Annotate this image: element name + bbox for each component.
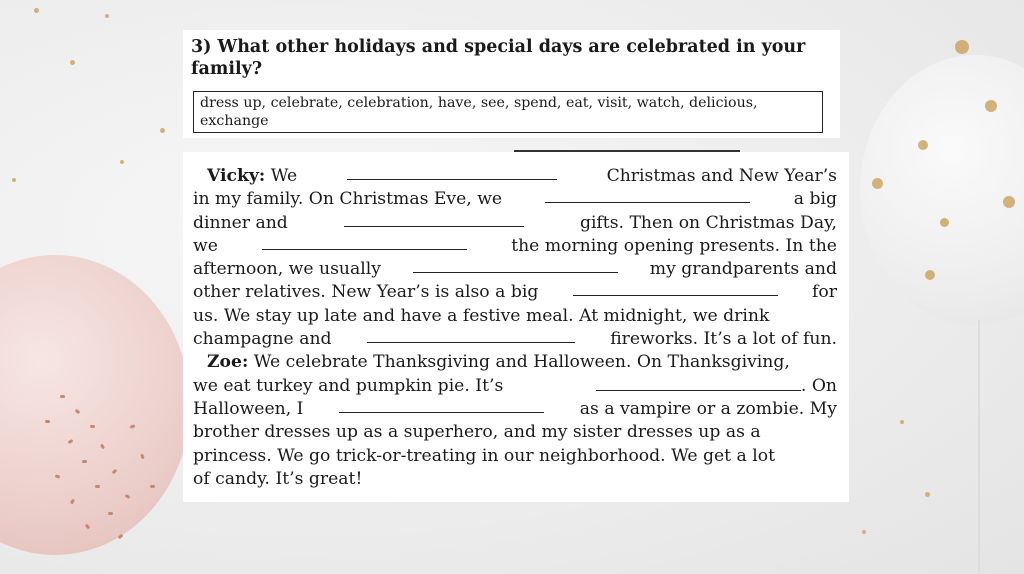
speaker-label: Zoe: xyxy=(207,352,249,373)
passage-line: other relatives. New Year’s is also a big for xyxy=(193,282,837,303)
answer-blank xyxy=(339,398,544,413)
passage-panel xyxy=(183,152,849,502)
answer-blank xyxy=(413,258,618,273)
pink-balloon-decoration xyxy=(0,255,190,555)
answer-blank xyxy=(347,165,557,180)
passage-line: we the morning opening presents. In the xyxy=(193,235,837,256)
passage xyxy=(193,165,837,491)
passage-line: Zoe: We celebrate Thanksgiving and Halloween. On Thanksgiving, xyxy=(207,352,790,373)
passage-line: champagne and fireworks. It’s a lot of fun. xyxy=(193,329,837,350)
question-heading: 3) What other holidays and special days are celebrated in your family? xyxy=(191,37,806,79)
passage-line: brother dresses up as a superhero, and my sister dresses up as a xyxy=(193,422,761,443)
speaker-label: Vicky: xyxy=(207,166,266,186)
answer-blank xyxy=(262,235,467,250)
passage-line: princess. We go trick-or-treating in our neighborhood. We get a lot xyxy=(193,445,775,466)
answer-blank xyxy=(545,188,750,203)
passage-line: we eat turkey and pumpkin pie. It’s . On xyxy=(193,375,837,396)
passage-line: Halloween, I as a vampire or a zombie. My xyxy=(193,398,837,419)
question-panel xyxy=(183,30,840,138)
balloon-string-decoration xyxy=(978,320,980,574)
passage-line: Vicky: We Christmas and New Year’s xyxy=(207,166,837,186)
passage-line: afternoon, we usually my grandparents and xyxy=(193,259,837,280)
passage-line: us. We stay up late and have a festive meal. At midnight, we drink xyxy=(193,305,770,326)
passage-line: of candy. It’s great! xyxy=(193,468,363,489)
word-box: dress up, celebrate, celebration, have, see, spend, eat, visit, watch, delicious, exchange xyxy=(193,91,823,133)
answer-blank xyxy=(573,281,778,296)
passage-line: dinner and gifts. Then on Christmas Day, xyxy=(193,212,837,233)
answer-blank xyxy=(367,328,575,343)
white-balloon-decoration xyxy=(860,55,1024,325)
answer-blank xyxy=(596,376,801,391)
answer-blank xyxy=(344,212,524,227)
passage-line: in my family. On Christmas Eve, we a big xyxy=(193,189,837,210)
